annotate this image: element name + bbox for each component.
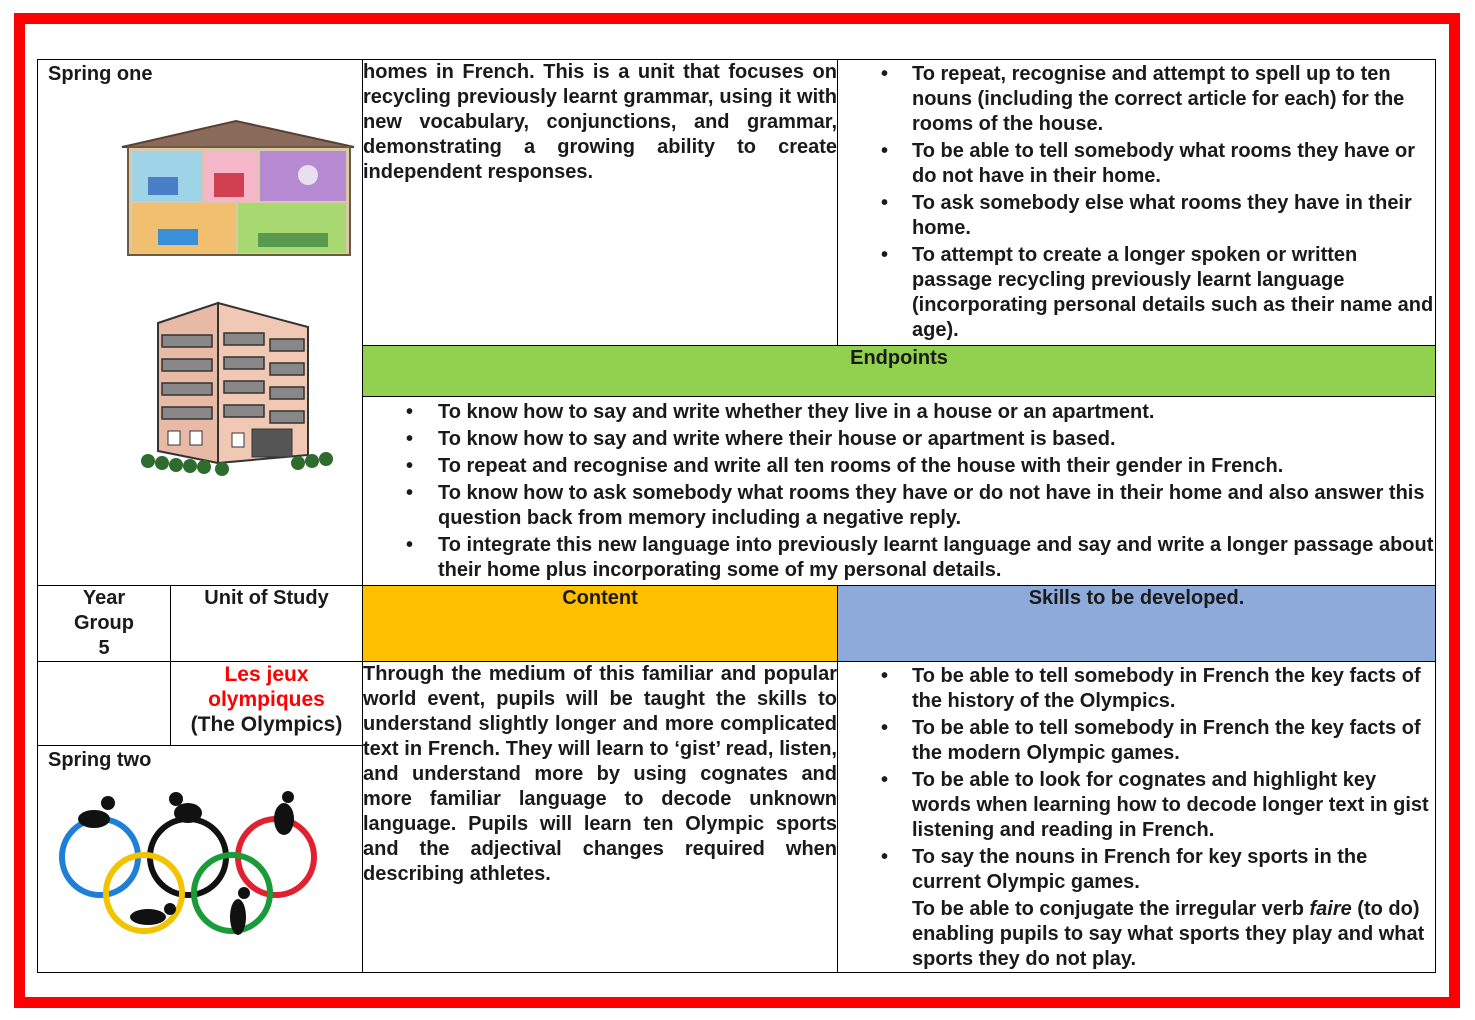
list-item: • To know how to say and write whether they live in a house or an apartment. (438, 400, 1435, 425)
year-group-line2: Group (74, 612, 134, 634)
unit-of-study-header: Unit of Study (171, 586, 363, 662)
endpoints-list (363, 400, 1435, 583)
unit-title-cell (171, 662, 363, 746)
list-item: • To repeat and recognise and write all ten rooms of the house with their gender in French. (438, 454, 1435, 479)
spring-one-cell (38, 60, 363, 586)
unit-title-line2: olympiques (208, 688, 325, 711)
year-group-header (38, 586, 171, 662)
list-item: • To be able to look for cognates and highlight key words when learning how to decode longer text in gist listening and reading in French. (912, 768, 1435, 843)
extra-skill-italic: faire (1309, 898, 1352, 920)
list-item: • To integrate this new language into previously learnt language and say and write a longer passage about their home plus incorporating some of my personal details. (438, 533, 1435, 583)
unit-title-line3: (The Olympics) (190, 713, 343, 736)
list-item: • To repeat, recognise and attempt to spell up to ten nouns (including the correct article for each) for the rooms of the house. (912, 62, 1435, 137)
unit-title-line1: Les jeux (224, 663, 309, 686)
list-item: • To be able to tell somebody in French the key facts of the history of the Olympics. (912, 664, 1435, 714)
extra-skill (838, 897, 1435, 972)
content-header: Content (363, 586, 838, 662)
spring-one-label: Spring one (48, 63, 153, 85)
extra-skill-pre: To be able to conjugate the irregular verb (912, 898, 1310, 920)
olympic-rings-athletes-illustration (48, 789, 328, 949)
spring-one-skills-list (838, 62, 1435, 343)
apartment-building-illustration (138, 283, 338, 483)
list-item: • To say the nouns in French for key sports in the current Olympic games. (912, 845, 1435, 895)
spring-one-content: homes in French. This is a unit that focuses on recycling previously learnt grammar, using it with new vocabulary, conjunctions, and grammar, demonstrating a growing ability to create independent responses. (363, 60, 838, 346)
curriculum-table (37, 59, 1436, 973)
year-group-empty-cell (38, 662, 171, 746)
year-group-line1: Year (82, 587, 126, 609)
spring-two-content: Through the medium of this familiar and popular world event, pupils will be taught the skills to understand slightly longer and more complicated text in French. They will learn to ‘gist’ read, listen, and understand more by using cognates and more familiar language to decode unknown language. Pupils will learn ten Olympic sports and the adjectival changes required when describing athletes. (363, 662, 838, 973)
spring-two-skills (838, 662, 1436, 973)
spring-two-label: Spring two (48, 748, 152, 771)
house-cutaway-illustration (118, 117, 358, 257)
extra-skill-post: (to do) enabling pupils to say what sports they play and what sports they do not play. (912, 898, 1425, 970)
spring-two-cell (38, 745, 363, 972)
endpoints-heading: Endpoints (363, 346, 1436, 397)
spring-one-skills (838, 60, 1436, 346)
list-item: • To be able to tell somebody in French the key facts of the modern Olympic games. (912, 716, 1435, 766)
list-item: • To know how to ask somebody what rooms they have or do not have in their home and also answer this question back from memory including a negative reply. (438, 481, 1435, 531)
list-item: • To know how to say and write where their house or apartment is based. (438, 427, 1435, 452)
skills-header: Skills to be developed. (838, 586, 1436, 662)
list-item: • To be able to tell somebody what rooms they have or do not have in their home. (912, 139, 1435, 189)
list-item: • To attempt to create a longer spoken or written passage recycling previously learnt language (incorporating personal details such as their name and age). (912, 243, 1435, 343)
year-group-value: 5 (98, 637, 110, 659)
endpoints-cell (363, 397, 1436, 586)
spring-two-skills-list (838, 664, 1435, 895)
list-item: • To ask somebody else what rooms they have in their home. (912, 191, 1435, 241)
